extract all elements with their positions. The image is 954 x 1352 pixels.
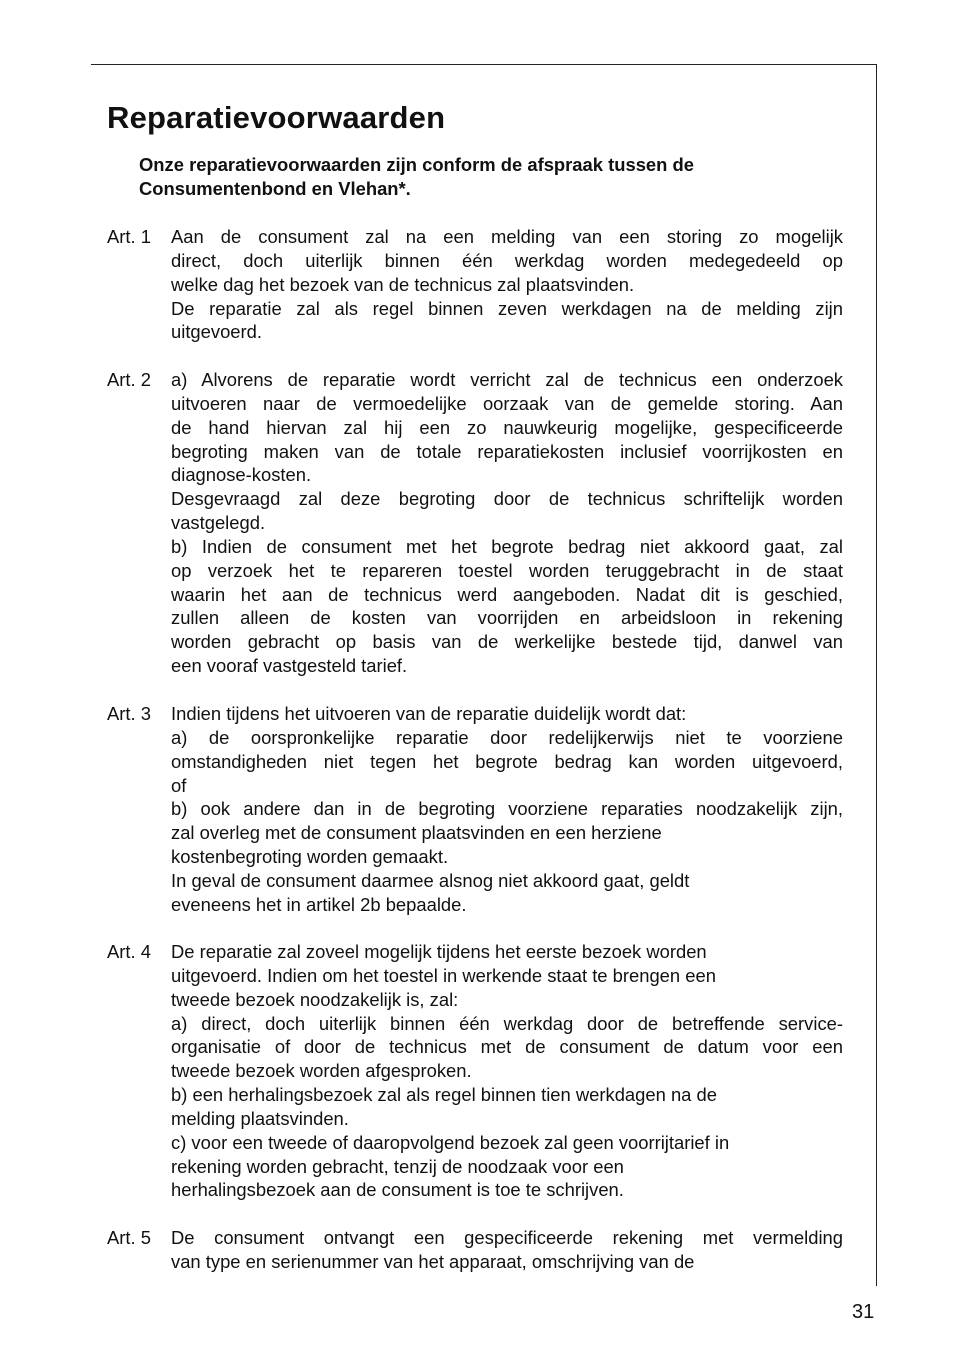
intro-text	[139, 153, 839, 201]
article-label: Art. 5	[107, 1227, 151, 1248]
article-line: van type en serienummer van het apparaat, omschrijving van de	[171, 1250, 695, 1272]
article-line: begroting maken van de totale reparatiekosten inclusief voorrijkosten en	[171, 440, 843, 462]
article-line: De reparatie zal zoveel mogelijk tijdens het eerste bezoek worden	[171, 941, 707, 962]
article-body	[171, 1226, 843, 1274]
article-line: uitvoeren naar de vermoedelijke oorzaak van de gemelde storing. Aan	[171, 392, 843, 414]
article-line: tweede bezoek noodzakelijk is, zal:	[171, 988, 459, 1010]
article-label: Art. 1	[107, 226, 151, 247]
article-line: uitgevoerd.	[171, 321, 262, 343]
article-line: de hand hiervan zal hij een zo nauwkeurig mogelijke, gespecificeerde	[171, 416, 843, 438]
article-line: melding plaatsvinden.	[171, 1107, 349, 1129]
page-number: 31	[852, 1301, 875, 1323]
article-line: b) Indien de consument met het begrote bedrag niet akkoord gaat, zal	[171, 535, 843, 557]
article-line: organisatie of door de technicus met de consument de datum voor een	[171, 1036, 843, 1058]
article-line: zullen alleen de kosten van voorrijden en arbeidsloon in rekening	[171, 607, 843, 629]
article-line: een vooraf vastgesteld tarief.	[171, 655, 408, 677]
article-line: Aan de consument zal na een melding van een storing zo mogelijk	[171, 226, 843, 247]
article-line: Desgevraagd zal deze begroting door de technicus schriftelijk worden	[171, 488, 843, 510]
right-rule	[876, 64, 877, 1286]
article-line: op verzoek het te repareren toestel worden teruggebracht in de staat	[171, 559, 843, 581]
article-line: uitgevoerd. Indien om het toestel in werkende staat te brengen een	[171, 964, 716, 986]
article-body	[171, 702, 843, 917]
article-line: welke dag het bezoek van de technicus zal plaatsvinden.	[171, 273, 635, 295]
article-line: of	[171, 774, 187, 796]
article-line: a) direct, doch uiterlijk binnen één werkdag door de betreffende service-	[171, 1012, 843, 1034]
intro-line: Onze reparatievoorwaarden zijn conform de afspraak tussen de	[139, 154, 694, 175]
article-line: tweede bezoek worden afgesproken.	[171, 1060, 472, 1082]
article-line: c) voor een tweede of daaropvolgend bezoek zal geen voorrijtarief in	[171, 1131, 730, 1153]
article-label: Art. 4	[107, 941, 151, 962]
article-line: zal overleg met de consument plaatsvinden en een herziene	[171, 822, 662, 844]
article-line: diagnose-kosten.	[171, 464, 312, 486]
article-line: De consument ontvangt een gespecificeerde rekening met vermelding	[171, 1227, 843, 1248]
intro-line: Consumentenbond en Vlehan*.	[139, 178, 411, 199]
article-line: b) een herhalingsbezoek zal als regel binnen tien werkdagen na de	[171, 1084, 717, 1106]
article-line: herhalingsbezoek aan de consument is toe te schrijven.	[171, 1179, 624, 1201]
article-label: Art. 2	[107, 369, 151, 390]
article-line: worden gebracht op basis van de werkelijke bestede tijd, danwel van	[171, 631, 843, 653]
article-line: rekening worden gebracht, tenzij de noodzaak voor een	[171, 1155, 624, 1177]
article-line: eveneens het in artikel 2b bepaalde.	[171, 893, 467, 915]
article-line: direct, doch uiterlijk binnen één werkdag worden medegedeeld op	[171, 249, 843, 271]
article-line: kostenbegroting worden gemaakt.	[171, 846, 449, 868]
article-line: omstandigheden niet tegen het begrote bedrag kan worden uitgevoerd,	[171, 750, 843, 772]
article-line: a) Alvorens de reparatie wordt verricht zal de technicus een onderzoek	[171, 369, 843, 390]
page-title: Reparatievoorwaarden	[107, 100, 446, 135]
article-line: vastgelegd.	[171, 512, 266, 534]
article-line: Indien tijdens het uitvoeren van de reparatie duidelijk wordt dat:	[171, 703, 687, 724]
article-label: Art. 3	[107, 703, 151, 724]
article-line: waarin het aan de technicus werd aangeboden. Nadat dit is geschied,	[171, 583, 843, 605]
article-line: a) de oorspronkelijke reparatie door redelijkerwijs niet te voorziene	[171, 726, 843, 748]
article-body	[171, 368, 843, 678]
article-line: In geval de consument daarmee alsnog niet akkoord gaat, geldt	[171, 869, 690, 891]
article-body	[171, 940, 843, 1202]
article-body	[171, 225, 843, 344]
top-rule	[91, 64, 877, 65]
article-line: b) ook andere dan in de begroting voorziene reparaties noodzakelijk zijn,	[171, 798, 843, 820]
article-line: De reparatie zal als regel binnen zeven werkdagen na de melding zijn	[171, 297, 843, 319]
